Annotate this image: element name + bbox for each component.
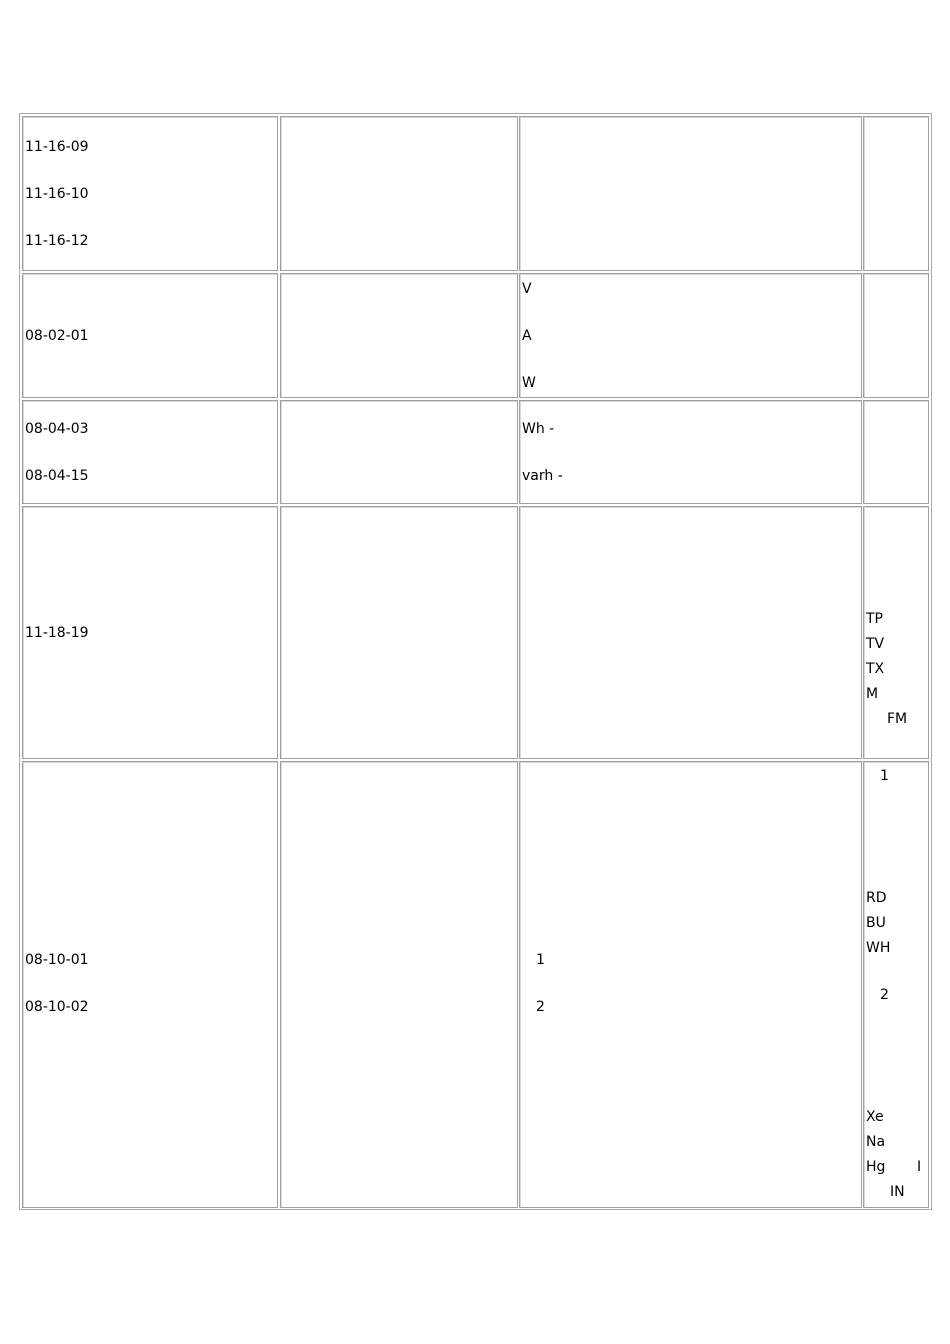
row1-code-2: 11-16-10 [25, 186, 89, 202]
row1-col4-cell [863, 116, 929, 271]
row4-label-2: TV [866, 636, 885, 652]
row3-col2-cell [280, 400, 518, 504]
row5-label-4: WH [866, 940, 891, 956]
row5-label-1: 1 [880, 768, 889, 784]
row3-unit-2: varh - [522, 468, 563, 484]
row3-col4-cell [863, 400, 929, 504]
row4-col3-cell [519, 506, 862, 759]
row5-label-2: RD [866, 890, 887, 906]
row2-col2-cell [280, 273, 518, 398]
row1-code-1: 11-16-09 [25, 139, 89, 155]
row5-label-8: Hg [866, 1159, 886, 1175]
row5-num-2: 2 [536, 999, 545, 1015]
row1-col3-cell [519, 116, 862, 271]
row4-col2-cell [280, 506, 518, 759]
row5-label-9: I [917, 1159, 922, 1175]
row5-col1-cell [22, 761, 278, 1208]
row4-label-3: TX [866, 661, 885, 677]
row5-col2-cell [280, 761, 518, 1208]
row5-label-7: Na [866, 1134, 886, 1150]
row4-label-5: FM [887, 711, 908, 727]
row2-code-1: 08-02-01 [25, 328, 89, 344]
row5-label-3: BU [866, 915, 886, 931]
row5-label-5: 2 [880, 987, 889, 1003]
row3-col3-cell [519, 400, 862, 504]
row3-unit-1: Wh - [522, 421, 555, 437]
row4-label-1: TP [866, 611, 883, 627]
row3-col1-cell [22, 400, 278, 504]
row2-col4-cell [863, 273, 929, 398]
row4-code-1: 11-18-19 [25, 625, 89, 641]
row5-col3-cell [519, 761, 862, 1208]
row4-label-4: M [866, 686, 879, 702]
row5-code-2: 08-10-02 [25, 999, 89, 1015]
row5-label-6: Xe [866, 1109, 884, 1125]
row3-code-2: 08-04-15 [25, 468, 89, 484]
row2-col3-cell [519, 273, 862, 398]
row5-label-10: IN [890, 1184, 905, 1200]
row1-code-3: 11-16-12 [25, 233, 89, 249]
row2-unit-2: A [522, 328, 532, 344]
row3-code-1: 08-04-03 [25, 421, 89, 437]
row5-num-1: 1 [536, 952, 545, 968]
row5-code-1: 08-10-01 [25, 952, 89, 968]
row2-unit-3: W [522, 375, 536, 391]
row2-unit-1: V [522, 281, 532, 297]
row1-col2-cell [280, 116, 518, 271]
